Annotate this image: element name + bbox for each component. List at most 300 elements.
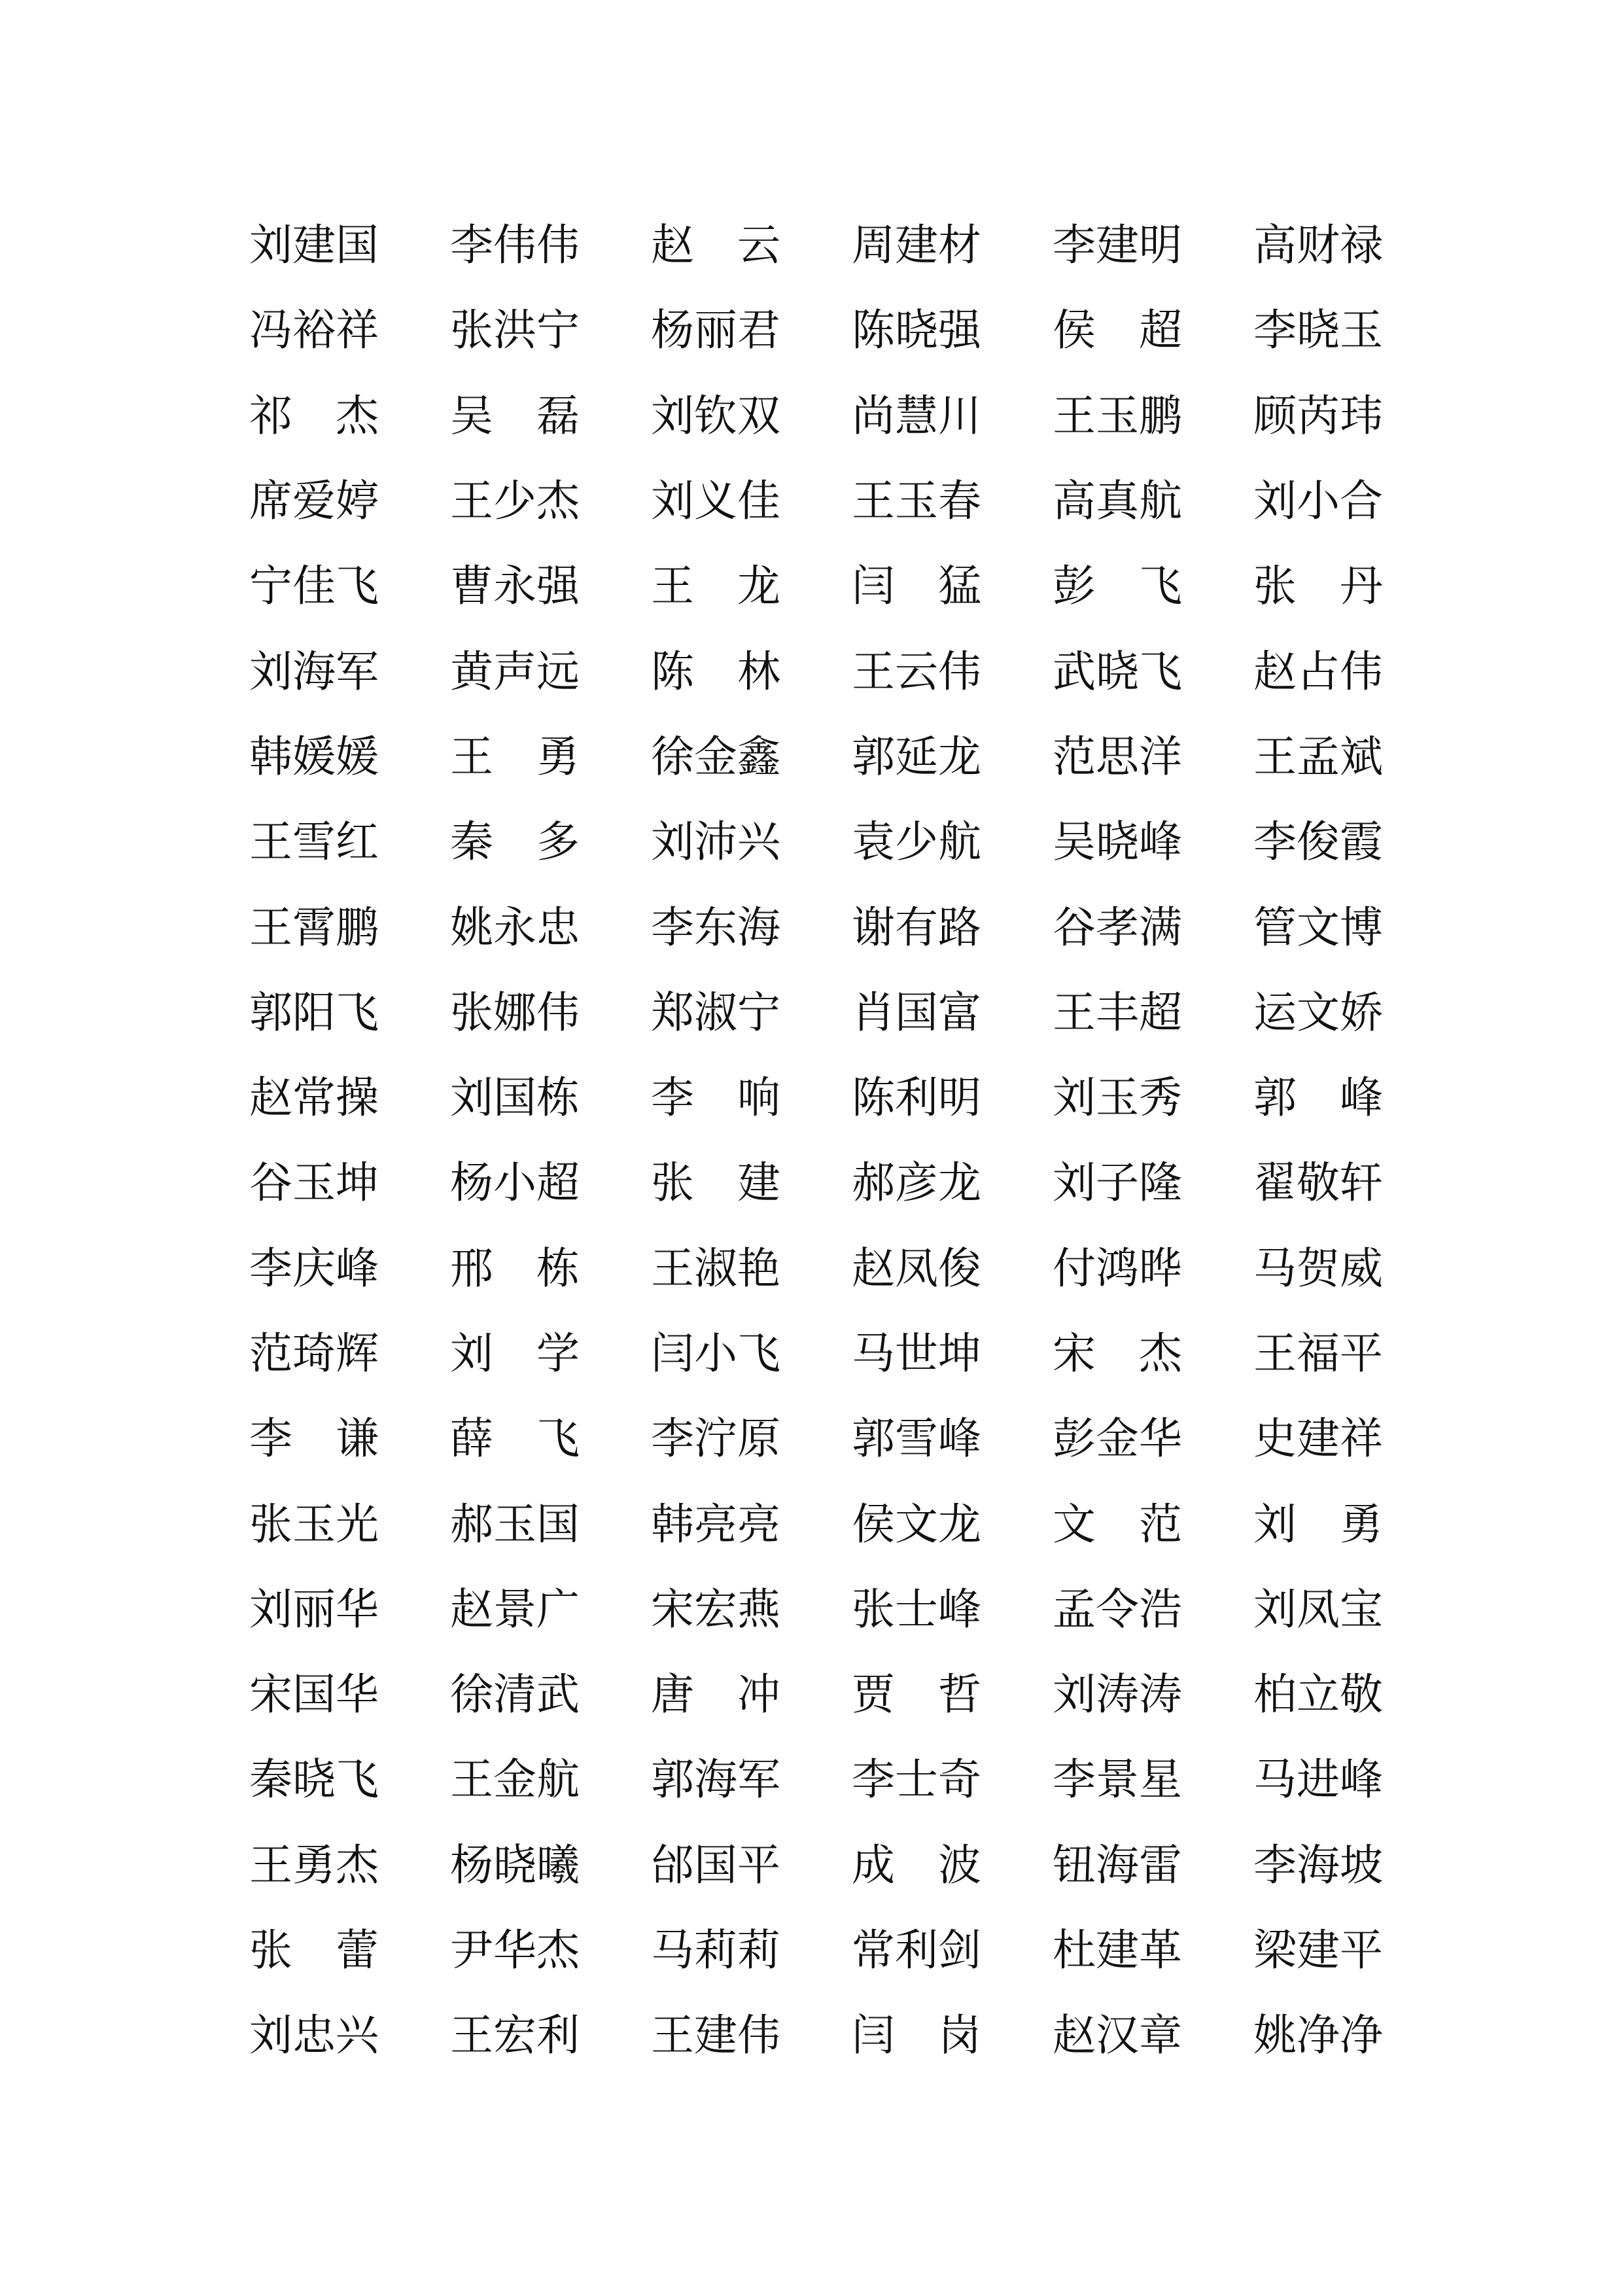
name-character	[895, 1673, 938, 1716]
name-character: 郑	[651, 987, 694, 1038]
name-character: 秀	[1139, 1072, 1182, 1123]
name-character: 王	[1053, 987, 1096, 1038]
name-entry	[450, 629, 651, 715]
name-character: 进	[1297, 1754, 1340, 1805]
name-character: 龙	[938, 1157, 981, 1209]
name-entry	[1053, 203, 1253, 288]
name-character: 王	[249, 817, 292, 868]
name-character: 奇	[938, 1754, 981, 1805]
name-character: 范	[1139, 1498, 1182, 1549]
name-character: 陈	[852, 305, 895, 356]
name-character: 马	[1253, 1243, 1297, 1294]
name-character: 邢	[450, 1243, 493, 1294]
name-entry	[1053, 1482, 1253, 1567]
name-character: 宁	[737, 987, 780, 1038]
name-character: 春	[938, 476, 981, 527]
name-character: 陈	[651, 646, 694, 697]
name-entry	[249, 459, 450, 544]
name-character: 远	[536, 646, 580, 697]
name-character: 晓	[1096, 817, 1139, 868]
name-character: 航	[536, 1754, 580, 1805]
name-entry	[1053, 374, 1253, 459]
name-character: 裕	[292, 305, 336, 356]
name-character: 思	[1096, 731, 1139, 782]
name-entry	[651, 1226, 852, 1311]
name-character: 洋	[1139, 731, 1182, 782]
name-character: 斌	[1340, 731, 1383, 782]
name-entry	[1253, 459, 1454, 544]
name-character: 玉	[1096, 390, 1139, 441]
name-character: 刘	[1053, 1157, 1096, 1209]
name-entry	[852, 800, 1053, 885]
name-character: 亮	[737, 1498, 780, 1549]
name-entry	[249, 1482, 450, 1567]
name-character: 姚	[1253, 2010, 1297, 2061]
name-character: 玉	[292, 1498, 336, 1549]
name-character: 史	[1253, 1413, 1297, 1464]
name-character: 辉	[336, 1328, 379, 1379]
name-character: 多	[536, 817, 580, 868]
name-entry	[450, 1652, 651, 1737]
name-character: 建	[1297, 1413, 1340, 1464]
name-character: 龙	[938, 731, 981, 782]
name-character: 文	[1053, 1498, 1096, 1549]
name-character: 莉	[737, 1925, 780, 1976]
name-character: 华	[336, 1583, 379, 1634]
name-entry	[1053, 1226, 1253, 1311]
name-entry	[852, 288, 1053, 373]
name-entry	[1053, 459, 1253, 544]
name-character: 东	[694, 902, 737, 953]
name-character: 平	[1340, 1925, 1383, 1976]
name-character: 俊	[1297, 817, 1340, 868]
name-character: 路	[938, 902, 981, 953]
name-character: 丽	[694, 305, 737, 356]
name-character: 郭	[249, 987, 292, 1038]
name-character: 华	[1139, 1413, 1182, 1464]
name-character: 翟	[1253, 1157, 1297, 1209]
name-character: 尹	[450, 1925, 493, 1976]
name-character: 钮	[1053, 1839, 1096, 1890]
name-character: 佳	[292, 561, 336, 612]
name-character: 文	[895, 1498, 938, 1549]
name-entry	[1253, 970, 1454, 1055]
name-character	[292, 1929, 336, 1972]
name-entry	[249, 1737, 450, 1822]
name-character: 建	[292, 220, 336, 271]
name-entry	[1053, 885, 1253, 970]
name-character: 成	[852, 1839, 895, 1890]
name-character: 超	[536, 1157, 580, 1209]
name-entry	[450, 1823, 651, 1908]
name-character: 强	[938, 305, 981, 356]
name-entry	[651, 1567, 852, 1652]
name-character: 金	[694, 731, 737, 782]
name-character: 浩	[1139, 1583, 1182, 1634]
name-character: 玉	[493, 1498, 536, 1549]
name-entry	[1053, 1823, 1253, 1908]
name-character: 杰	[336, 390, 379, 441]
name-character	[1096, 1332, 1139, 1375]
name-character: 飞	[536, 1413, 580, 1464]
name-character: 曹	[450, 561, 493, 612]
name-entry	[651, 1482, 852, 1567]
name-entry	[450, 1140, 651, 1226]
name-character: 伟	[493, 220, 536, 271]
name-character: 孟	[1053, 1583, 1096, 1634]
name-character: 子	[1096, 1157, 1139, 1209]
name-character: 郝	[450, 1498, 493, 1549]
name-character	[292, 1417, 336, 1460]
name-character: 佳	[737, 476, 780, 527]
name-character: 刘	[249, 646, 292, 697]
name-character: 王	[249, 902, 292, 953]
name-character: 陈	[852, 1072, 895, 1123]
name-character: 宋	[249, 1669, 292, 1720]
name-character	[292, 395, 336, 438]
name-character: 刘	[1253, 1498, 1297, 1549]
name-character: 平	[1340, 1328, 1383, 1379]
name-character: 文	[1297, 902, 1340, 953]
name-character: 孝	[1096, 902, 1139, 953]
name-character: 云	[895, 646, 938, 697]
name-character: 阳	[292, 987, 336, 1038]
name-character: 国	[895, 987, 938, 1038]
name-character: 王	[450, 476, 493, 527]
name-character	[1297, 565, 1340, 608]
name-character: 响	[737, 1072, 780, 1123]
name-character: 王	[852, 476, 895, 527]
name-character: 王	[249, 1839, 292, 1890]
name-entry	[450, 1567, 651, 1652]
name-character: 王	[1053, 390, 1096, 441]
name-character: 周	[852, 220, 895, 271]
name-character: 张	[1253, 561, 1297, 612]
name-entry	[450, 288, 651, 373]
name-character	[694, 1161, 737, 1205]
name-entry	[249, 1140, 450, 1226]
name-character: 王	[1253, 731, 1297, 782]
name-character: 孟	[1297, 731, 1340, 782]
name-character: 威	[1340, 1243, 1383, 1294]
name-character: 秦	[450, 817, 493, 868]
name-character: 栋	[536, 1243, 580, 1294]
name-character: 小	[1297, 476, 1340, 527]
name-character: 侯	[852, 1498, 895, 1549]
name-character: 林	[737, 646, 780, 697]
name-character	[1297, 1076, 1340, 1120]
name-character: 满	[1139, 902, 1182, 953]
name-character: 常	[292, 1072, 336, 1123]
name-character: 李	[1253, 305, 1297, 356]
name-entry	[249, 1311, 450, 1396]
name-character: 建	[737, 1157, 780, 1209]
name-character: 吴	[450, 390, 493, 441]
name-character: 建	[694, 2010, 737, 2061]
name-character: 峰	[336, 1243, 379, 1294]
name-entry	[249, 629, 450, 715]
name-character: 建	[895, 220, 938, 271]
name-character: 李	[1253, 1839, 1297, 1890]
name-character: 霄	[292, 902, 336, 953]
name-character: 利	[536, 2010, 580, 2061]
name-character: 涛	[1096, 1669, 1139, 1720]
name-entry	[450, 1482, 651, 1567]
name-character: 革	[1139, 1925, 1182, 1976]
name-character: 郝	[852, 1157, 895, 1209]
name-character: 沛	[694, 817, 737, 868]
name-character: 李	[651, 902, 694, 953]
name-entry	[1053, 1908, 1253, 1993]
name-character: 杰	[536, 1925, 580, 1976]
name-entry	[651, 1737, 852, 1822]
name-character: 哲	[938, 1669, 981, 1720]
name-character: 伟	[1340, 646, 1383, 697]
name-character: 娜	[493, 987, 536, 1038]
name-entry	[1253, 1311, 1454, 1396]
name-character: 操	[336, 1072, 379, 1123]
name-entry	[651, 885, 852, 970]
name-character: 赵	[651, 220, 694, 271]
name-character: 富	[938, 987, 981, 1038]
name-character: 丰	[1096, 987, 1139, 1038]
name-character: 燕	[737, 1583, 780, 1634]
name-character: 伟	[737, 2010, 780, 2061]
name-character: 轩	[1340, 1157, 1383, 1209]
name-entry	[651, 970, 852, 1055]
name-character: 明	[1139, 220, 1182, 271]
name-character: 谷	[1053, 902, 1096, 953]
name-character: 士	[895, 1583, 938, 1634]
name-character	[694, 565, 737, 608]
name-character: 文	[1297, 987, 1340, 1038]
name-character: 徐	[450, 1669, 493, 1720]
name-character: 飞	[336, 561, 379, 612]
name-entry	[1253, 629, 1454, 715]
name-character: 净	[1340, 2010, 1383, 2061]
name-entry	[249, 1993, 450, 2078]
name-character: 海	[1297, 1839, 1340, 1890]
name-character: 海	[737, 902, 780, 953]
name-character: 超	[1139, 305, 1182, 356]
name-character: 杨	[450, 1157, 493, 1209]
name-entry	[852, 1737, 1053, 1822]
name-list	[249, 203, 1387, 2079]
name-character: 兴	[737, 817, 780, 868]
name-entry	[852, 1055, 1053, 1140]
name-character: 刘	[1053, 1072, 1096, 1123]
name-entry	[450, 1226, 651, 1311]
name-entry	[450, 203, 651, 288]
name-character: 刘	[450, 1072, 493, 1123]
name-character: 军	[336, 646, 379, 697]
name-character: 淑	[694, 1243, 737, 1294]
name-entry	[249, 1226, 450, 1311]
name-character: 艳	[737, 1243, 780, 1294]
name-entry	[1253, 1823, 1454, 1908]
name-character: 高	[1253, 220, 1297, 271]
name-entry	[651, 715, 852, 800]
name-character: 晓	[493, 1839, 536, 1890]
name-character: 峰	[938, 1413, 981, 1464]
name-entry	[651, 1993, 852, 2078]
name-character: 李	[1053, 220, 1096, 271]
name-entry	[651, 288, 852, 373]
name-entry	[1053, 800, 1253, 885]
name-entry	[852, 1823, 1053, 1908]
name-character: 韩	[249, 731, 292, 782]
name-entry	[651, 1652, 852, 1737]
name-entry	[651, 1908, 852, 1993]
name-entry	[1053, 544, 1253, 629]
name-character: 刘	[249, 2010, 292, 2061]
name-character: 飞	[1139, 561, 1182, 612]
name-entry	[249, 288, 450, 373]
name-entry	[450, 715, 651, 800]
name-character: 杨	[450, 1839, 493, 1890]
name-character: 杨	[651, 305, 694, 356]
name-character: 祥	[1340, 1413, 1383, 1464]
name-character: 金	[493, 1754, 536, 1805]
name-character: 张	[450, 305, 493, 356]
name-character: 剑	[938, 1925, 981, 1976]
name-entry	[1253, 1993, 1454, 2078]
name-entry	[852, 1993, 1053, 2078]
name-character: 忠	[292, 2010, 336, 2061]
name-entry	[852, 1396, 1053, 1481]
name-character: 晓	[292, 1754, 336, 1805]
name-character: 晓	[1096, 646, 1139, 697]
name-character: 吴	[1053, 817, 1096, 868]
name-character: 袁	[852, 817, 895, 868]
name-character: 媛	[292, 731, 336, 782]
name-character: 冲	[737, 1669, 780, 1720]
name-character: 尚	[852, 390, 895, 441]
name-entry	[651, 544, 852, 629]
name-character: 兴	[336, 2010, 379, 2061]
name-character: 坤	[336, 1157, 379, 1209]
name-character: 彦	[895, 1157, 938, 1209]
name-character: 赵	[249, 1072, 292, 1123]
name-character: 敬	[1297, 1157, 1340, 1209]
name-character: 伟	[536, 220, 580, 271]
name-character: 勇	[1340, 1498, 1383, 1549]
name-entry	[1253, 800, 1454, 885]
name-character: 杰	[336, 1839, 379, 1890]
name-character: 曦	[536, 1839, 580, 1890]
name-character: 刘	[450, 1328, 493, 1379]
name-character: 爱	[292, 476, 336, 527]
name-character: 少	[895, 817, 938, 868]
name-character: 宏	[694, 1583, 737, 1634]
name-character: 原	[737, 1413, 780, 1464]
name-character: 丽	[292, 1583, 336, 1634]
name-entry	[1253, 885, 1454, 970]
name-character: 飞	[336, 987, 379, 1038]
name-character: 刘	[1253, 476, 1297, 527]
name-character: 张	[852, 1583, 895, 1634]
name-character: 俊	[938, 1243, 981, 1294]
name-character: 飞	[737, 1328, 780, 1379]
name-character: 星	[1139, 1754, 1182, 1805]
name-character: 军	[737, 1754, 780, 1805]
name-entry	[450, 1993, 651, 2078]
name-character: 彭	[1053, 1413, 1096, 1464]
name-character: 超	[1139, 987, 1182, 1038]
name-entry	[852, 459, 1053, 544]
name-character: 李	[1053, 1754, 1096, 1805]
name-character: 峰	[1340, 1754, 1383, 1805]
name-character: 蕾	[336, 1925, 379, 1976]
name-character: 秦	[249, 1754, 292, 1805]
name-character: 王	[450, 731, 493, 782]
name-character: 坡	[1340, 1839, 1383, 1890]
name-character: 小	[694, 1328, 737, 1379]
name-character: 飞	[1139, 646, 1182, 697]
name-character: 雪	[292, 817, 336, 868]
name-entry	[651, 374, 852, 459]
name-character: 刘	[651, 390, 694, 441]
name-character: 明	[938, 1072, 981, 1123]
name-character	[493, 1332, 536, 1375]
name-character: 郭	[852, 1413, 895, 1464]
name-character: 黄	[450, 646, 493, 697]
name-entry	[1253, 288, 1454, 373]
name-entry	[1253, 1482, 1454, 1567]
name-character	[694, 224, 737, 267]
name-character: 李	[249, 1413, 292, 1464]
name-entry	[249, 1823, 450, 1908]
name-character: 忠	[536, 902, 580, 953]
name-character: 席	[249, 476, 292, 527]
name-character: 龙	[938, 1498, 981, 1549]
name-character: 郭	[852, 731, 895, 782]
name-character: 鹏	[336, 902, 379, 953]
name-character: 谦	[336, 1413, 379, 1464]
name-entry	[249, 1567, 450, 1652]
name-entry	[1253, 374, 1454, 459]
name-entry	[249, 885, 450, 970]
name-entry	[852, 1567, 1053, 1652]
name-character: 淑	[694, 987, 737, 1038]
name-character: 刘	[249, 1583, 292, 1634]
name-entry	[450, 970, 651, 1055]
name-character: 宋	[651, 1583, 694, 1634]
name-character: 李	[249, 1243, 292, 1294]
name-character: 海	[292, 646, 336, 697]
name-character: 永	[493, 561, 536, 612]
name-entry	[249, 970, 450, 1055]
name-character: 范	[1053, 731, 1096, 782]
name-entry	[852, 1140, 1053, 1226]
name-character: 娇	[1340, 987, 1383, 1038]
name-character: 张	[450, 987, 493, 1038]
name-entry	[1253, 1908, 1454, 1993]
name-character: 洪	[493, 305, 536, 356]
name-character: 柏	[1253, 1669, 1297, 1720]
name-character: 闫	[852, 2010, 895, 2061]
name-entry	[852, 203, 1053, 288]
name-character: 谢	[852, 902, 895, 953]
name-character: 玮	[1340, 390, 1383, 441]
name-character: 杜	[1053, 1925, 1096, 1976]
name-entry	[1053, 1140, 1253, 1226]
name-character: 龙	[737, 561, 780, 612]
name-character	[895, 1844, 938, 1887]
name-entry	[651, 1396, 852, 1481]
name-character: 雪	[895, 1413, 938, 1464]
name-character: 玉	[292, 1157, 336, 1209]
